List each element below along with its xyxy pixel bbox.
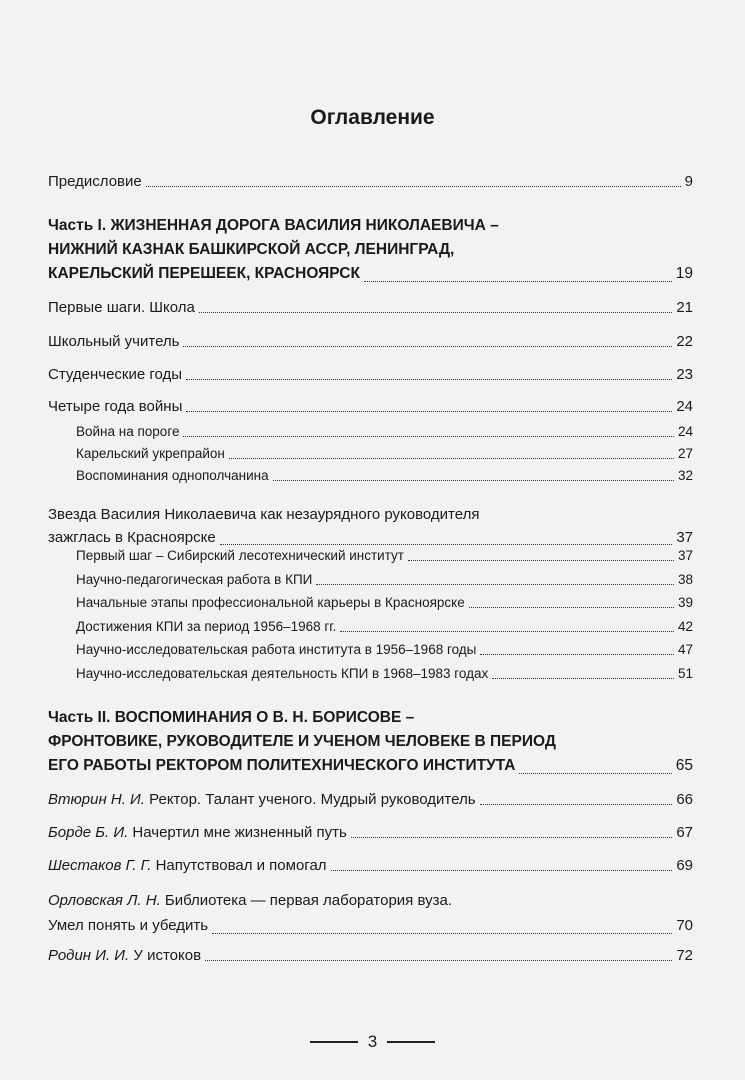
toc-page-number: 37: [676, 529, 693, 546]
toc-author: Родин И. И.: [48, 947, 130, 964]
toc-page-number: 9: [684, 173, 693, 190]
toc-page-number: 67: [676, 824, 693, 841]
toc-page-number: 24: [676, 398, 693, 415]
toc-page-number: 42: [677, 619, 693, 634]
toc-entry-text: Начертил мне жизненный путь: [132, 824, 347, 841]
page-title: Оглавление: [310, 106, 435, 129]
toc-page-number: 72: [676, 947, 693, 964]
leader-dots: [480, 803, 673, 805]
toc-author: Орловская Л. Н.: [48, 892, 161, 909]
toc-entry-line: НИЖНИЙ КАЗНАК БАШКИРСКОЙ АССР, ЛЕНИНГРАД,: [48, 241, 455, 258]
toc-entry-text: зажглась в Красноярске: [48, 529, 216, 546]
toc-entry-line: Часть II. ВОСПОМИНАНИЯ О В. Н. БОРИСОВЕ –: [48, 709, 415, 726]
leader-dots: [186, 378, 672, 380]
leader-dots: [492, 677, 674, 679]
toc-entry[interactable]: [48, 823, 693, 842]
toc-entry-text: Четыре года войны: [48, 398, 183, 415]
toc-entry-part-1[interactable]: [48, 214, 693, 286]
leader-dots: [351, 836, 672, 838]
toc-entry[interactable]: [48, 332, 693, 351]
toc-entry-text: КАРЕЛЬСКИЙ ПЕРЕШЕЕК, КРАСНОЯРСК: [48, 265, 360, 282]
toc-entry-text: Научно-исследовательская деятельность КПИ в 1968–1983 годах: [76, 666, 489, 681]
toc-subentry[interactable]: [76, 466, 693, 485]
footer-dash: [387, 1041, 435, 1043]
toc-entry[interactable]: [48, 503, 693, 549]
toc-page-number: 70: [676, 917, 693, 934]
toc-author: Втюрин Н. И.: [48, 791, 145, 808]
toc-subentry[interactable]: [76, 546, 693, 565]
toc-entry-preface[interactable]: [48, 172, 693, 191]
leader-dots: [183, 345, 672, 347]
toc-entry-text: Карельский укрепрайон: [76, 446, 225, 461]
toc-entry-text: ЕГО РАБОТЫ РЕКТОРОМ ПОЛИТЕХНИЧЕСКОГО ИНСТИТУТА: [48, 757, 516, 774]
toc-page-number: 65: [675, 757, 693, 774]
toc-entry-text: Студенческие годы: [48, 366, 183, 383]
toc-page-number: 66: [676, 791, 693, 808]
leader-dots: [205, 959, 672, 961]
toc-entry[interactable]: [48, 790, 693, 809]
toc-entry[interactable]: [48, 946, 693, 965]
toc-entry-line: Звезда Василия Николаевича как незаурядного руководителя: [48, 506, 480, 523]
toc-page-number: 23: [676, 366, 693, 383]
leader-dots: [408, 559, 674, 561]
leader-dots: [273, 479, 674, 481]
toc-page-number: 24: [677, 424, 693, 439]
toc-page-number: 22: [676, 333, 693, 350]
page-number: 3: [367, 1032, 378, 1051]
leader-dots: [519, 772, 671, 774]
toc-entry-text: Достижения КПИ за период 1956–1968 гг.: [76, 619, 337, 634]
leader-dots: [229, 457, 674, 459]
leader-dots: [146, 185, 681, 187]
toc-entry-text: Библиотека — первая лаборатория вуза.: [164, 892, 452, 909]
toc-subentry[interactable]: [76, 422, 693, 441]
toc-entry-line: ФРОНТОВИКЕ, РУКОВОДИТЕЛЕ И УЧЕНОМ ЧЕЛОВЕКЕ В ПЕРИОД: [48, 733, 556, 750]
table-of-contents: [48, 0, 693, 1000]
toc-entry-text: Школьный учитель: [48, 333, 180, 350]
toc-entry-text: Предисловие: [48, 173, 142, 190]
leader-dots: [480, 653, 674, 655]
leader-dots: [331, 869, 673, 871]
leader-dots: [469, 606, 674, 608]
toc-page-number: 37: [677, 548, 693, 563]
toc-page-number: 39: [677, 595, 693, 610]
leader-dots: [183, 435, 674, 437]
toc-subentry[interactable]: [76, 570, 693, 589]
toc-subentry[interactable]: [76, 444, 693, 463]
toc-entry-text: Научно-исследовательская работа института в 1956–1968 годы: [76, 642, 477, 657]
toc-entry-text: Научно-педагогическая работа в КПИ: [76, 572, 313, 587]
toc-entry-text: Воспоминания однополчанина: [76, 468, 269, 483]
page-footer: [0, 1032, 745, 1052]
toc-entry-text: Первый шаг – Сибирский лесотехнический институт: [76, 548, 404, 563]
toc-page-number: 27: [677, 446, 693, 461]
toc-page-number: 47: [677, 642, 693, 657]
footer-dash: [310, 1041, 358, 1043]
toc-page-number: 51: [677, 666, 693, 681]
toc-entry-text: Напутствовал и помогал: [155, 857, 327, 874]
toc-entry-text: У истоков: [133, 947, 202, 964]
toc-entry-text: Начальные этапы профессиональной карьеры в Красноярске: [76, 595, 465, 610]
toc-entry[interactable]: [48, 856, 693, 875]
toc-entry-text: Война на пороге: [76, 424, 180, 439]
toc-entry[interactable]: [48, 365, 693, 384]
toc-entry-part-2[interactable]: [48, 706, 693, 778]
leader-dots: [212, 932, 672, 934]
leader-dots: [186, 410, 672, 412]
leader-dots: [316, 583, 674, 585]
toc-entry[interactable]: [48, 888, 693, 938]
leader-dots: [340, 630, 674, 632]
toc-subentry[interactable]: [76, 593, 693, 612]
toc-subentry[interactable]: [76, 664, 693, 683]
toc-entry[interactable]: [48, 397, 693, 416]
leader-dots: [220, 543, 673, 545]
toc-page-number: 69: [676, 857, 693, 874]
toc-page-number: 19: [675, 265, 693, 282]
toc-author: Шестаков Г. Г.: [48, 857, 152, 874]
toc-entry-text: Первые шаги. Школа: [48, 299, 195, 316]
toc-subentry[interactable]: [76, 640, 693, 659]
toc-author: Борде Б. И.: [48, 824, 129, 841]
toc-entry-line: Часть I. ЖИЗНЕННАЯ ДОРОГА ВАСИЛИЯ НИКОЛАЕВИЧА –: [48, 217, 499, 234]
toc-page-number: 21: [676, 299, 693, 316]
toc-entry[interactable]: [48, 298, 693, 317]
toc-subentry[interactable]: [76, 617, 693, 636]
leader-dots: [199, 311, 672, 313]
toc-entry-text: Ректор. Талант ученого. Мудрый руководитель: [149, 791, 476, 808]
toc-entry-text: Умел понять и убедить: [48, 917, 209, 934]
toc-page-number: 38: [677, 572, 693, 587]
leader-dots: [364, 280, 672, 282]
toc-page-number: 32: [677, 468, 693, 483]
